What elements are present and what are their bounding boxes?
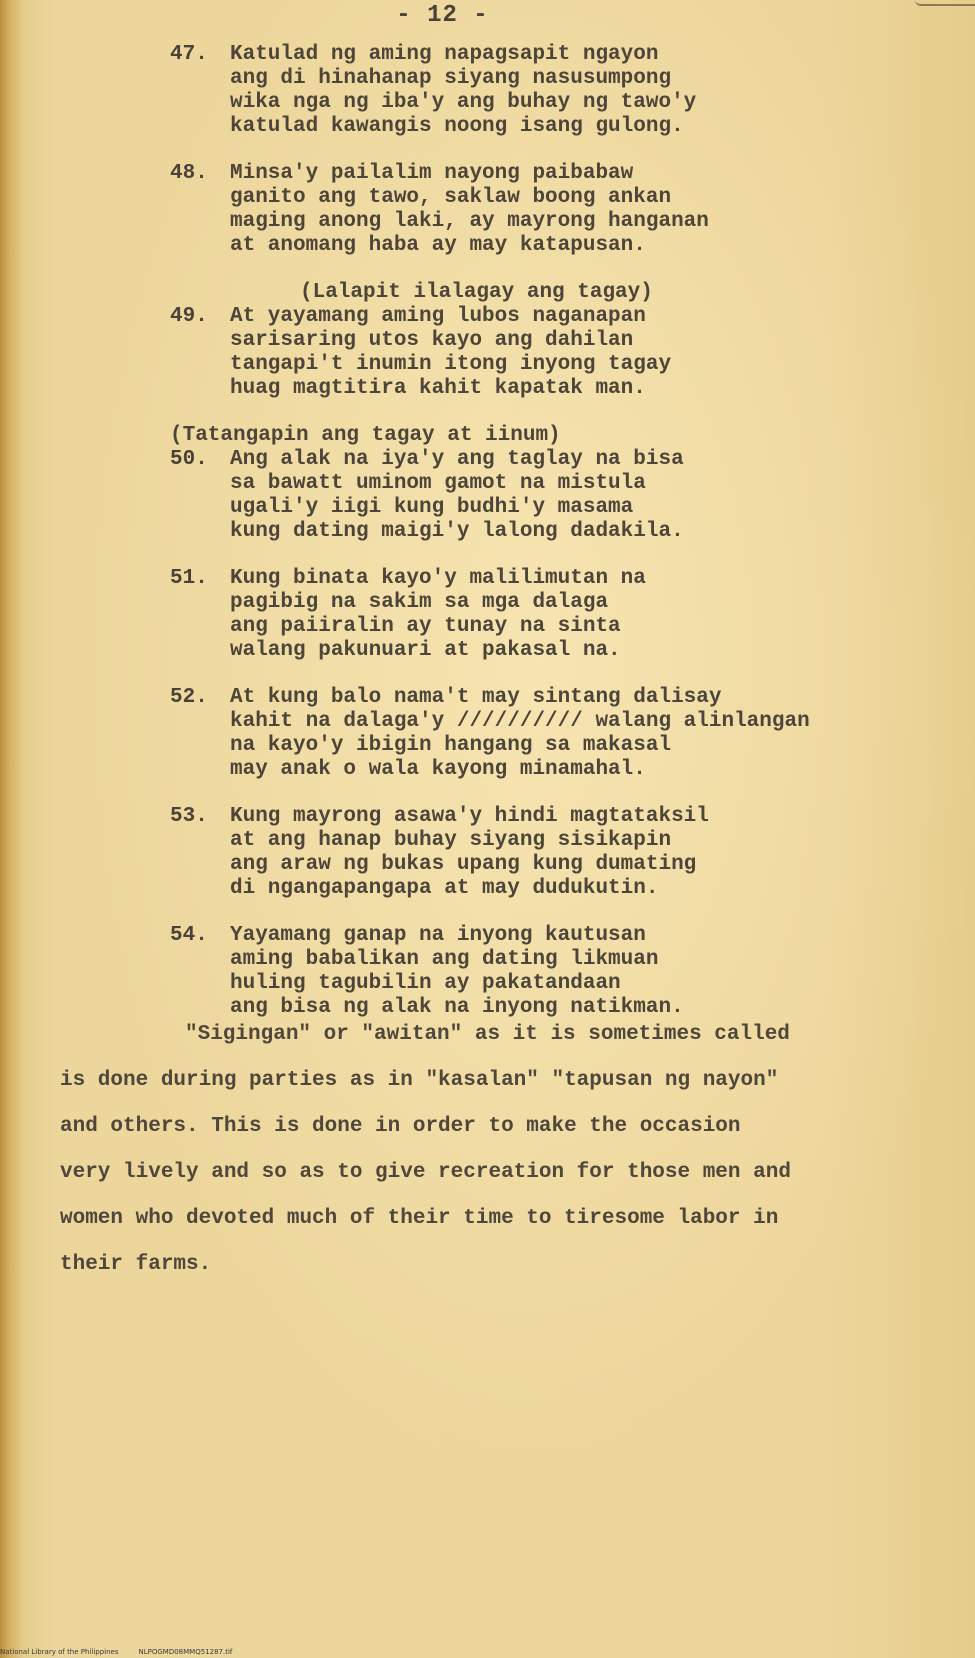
verse-line: Kung mayrong asawa'y hindi magtataksil — [230, 805, 709, 828]
verse-50 — [170, 448, 950, 544]
verse-number: 54. — [170, 924, 208, 947]
verse-line: ang di hinahanap siyang nasusumpong — [230, 67, 672, 90]
verse-line: huling tagubilin ay pakatandaan — [230, 972, 621, 995]
verse-line: may anak o wala kayong minamahal. — [230, 758, 646, 781]
prose-line: women who devoted much of their time to tiresome labor in — [60, 1207, 779, 1230]
footer-library: National Library of the Philippines — [0, 1648, 119, 1656]
page-number: - 12 - — [396, 2, 489, 29]
verse-line: ugali'y iigi kung budhi'y masama — [230, 496, 634, 519]
prose-line: is done during parties as in "kasalan" "tapusan ng nayon" — [60, 1069, 779, 1092]
verse-line: aming babalikan ang dating likmuan — [230, 948, 659, 971]
archive-footer — [0, 1648, 252, 1656]
verse-line: At yayamang aming lubos naganapan — [230, 305, 646, 328]
prose-line: "Sigingan" or "awitan" as it is sometimes called — [185, 1023, 790, 1046]
verse-line: pagibig na sakim sa mga dalaga — [230, 591, 609, 614]
verse-line: sa bawatt uminom gamot na mistula — [230, 472, 646, 495]
prose-line: their farms. — [60, 1253, 212, 1276]
verse-line: Ang alak na iya'y ang taglay na bisa — [230, 448, 684, 471]
verse-line: ang paiiralin ay tunay na sinta — [230, 615, 621, 638]
verse-number: 49. — [170, 305, 208, 328]
verse-line: At kung balo nama't may sintang dalisay — [230, 686, 722, 709]
verse-line: sarisaring utos kayo ang dahilan — [230, 329, 634, 352]
verse-47 — [170, 43, 950, 139]
verse-number: 48. — [170, 162, 208, 185]
prose-line: very lively and so as to give recreation for those men and — [60, 1161, 791, 1184]
verse-line: katulad kawangis noong isang gulong. — [230, 115, 684, 138]
prose-line: and others. This is done in order to make the occasion — [60, 1115, 741, 1138]
verse-49 — [170, 305, 950, 401]
verse-number: 53. — [170, 805, 208, 828]
verse-number: 51. — [170, 567, 208, 590]
verse-line: at anomang haba ay may katapusan. — [230, 234, 646, 257]
verse-line: Minsa'y pailalim nayong paibabaw — [230, 162, 634, 185]
footer-filename: NLPOGMD08MMQ51287.tif — [138, 1648, 233, 1656]
stage-direction: (Lalapit ilalagay ang tagay) — [300, 281, 653, 304]
verse-line: ganito ang tawo, saklaw boong ankan — [230, 186, 672, 209]
verse-line: huag magtitira kahit kapatak man. — [230, 377, 646, 400]
verse-line: walang pakunuari at pakasal na. — [230, 639, 621, 662]
verse-line: Katulad ng aming napagsapit ngayon — [230, 43, 659, 66]
prose-paragraph — [60, 1012, 920, 1288]
verse-52 — [170, 686, 950, 782]
verse-line: ang bisa ng alak na inyong natikman. — [230, 996, 684, 1019]
verse-48 — [170, 162, 950, 258]
verse-line: wika nga ng iba'y ang buhay ng tawo'y — [230, 91, 697, 114]
verse-line: na kayo'y ibigin hangang sa makasal — [230, 734, 672, 757]
stage-direction: (Tatangapin ang tagay at iinum) — [170, 424, 561, 447]
verse-list — [170, 43, 950, 1043]
verse-line: Yayamang ganap na inyong kautusan — [230, 924, 646, 947]
verse-line: di ngangapangapa at may dudukutin. — [230, 877, 659, 900]
verse-number: 50. — [170, 448, 208, 471]
verse-number: 52. — [170, 686, 208, 709]
verse-line: at ang hanap buhay siyang sisikapin — [230, 829, 672, 852]
verse-line: tangapi't inumin itong inyong tagay — [230, 353, 672, 376]
verse-line: maging anong laki, ay mayrong hanganan — [230, 210, 709, 233]
verse-line: Kung binata kayo'y malilimutan na — [230, 567, 646, 590]
verse-51 — [170, 567, 950, 663]
verse-line: kahit na dalaga'y ////////// walang alinlangan — [230, 710, 810, 733]
verse-53 — [170, 805, 950, 901]
verse-54 — [170, 924, 950, 1020]
verse-line: kung dating maigi'y lalong dadakila. — [230, 520, 684, 543]
verse-line: ang araw ng bukas upang kung dumating — [230, 853, 697, 876]
verse-number: 47. — [170, 43, 208, 66]
